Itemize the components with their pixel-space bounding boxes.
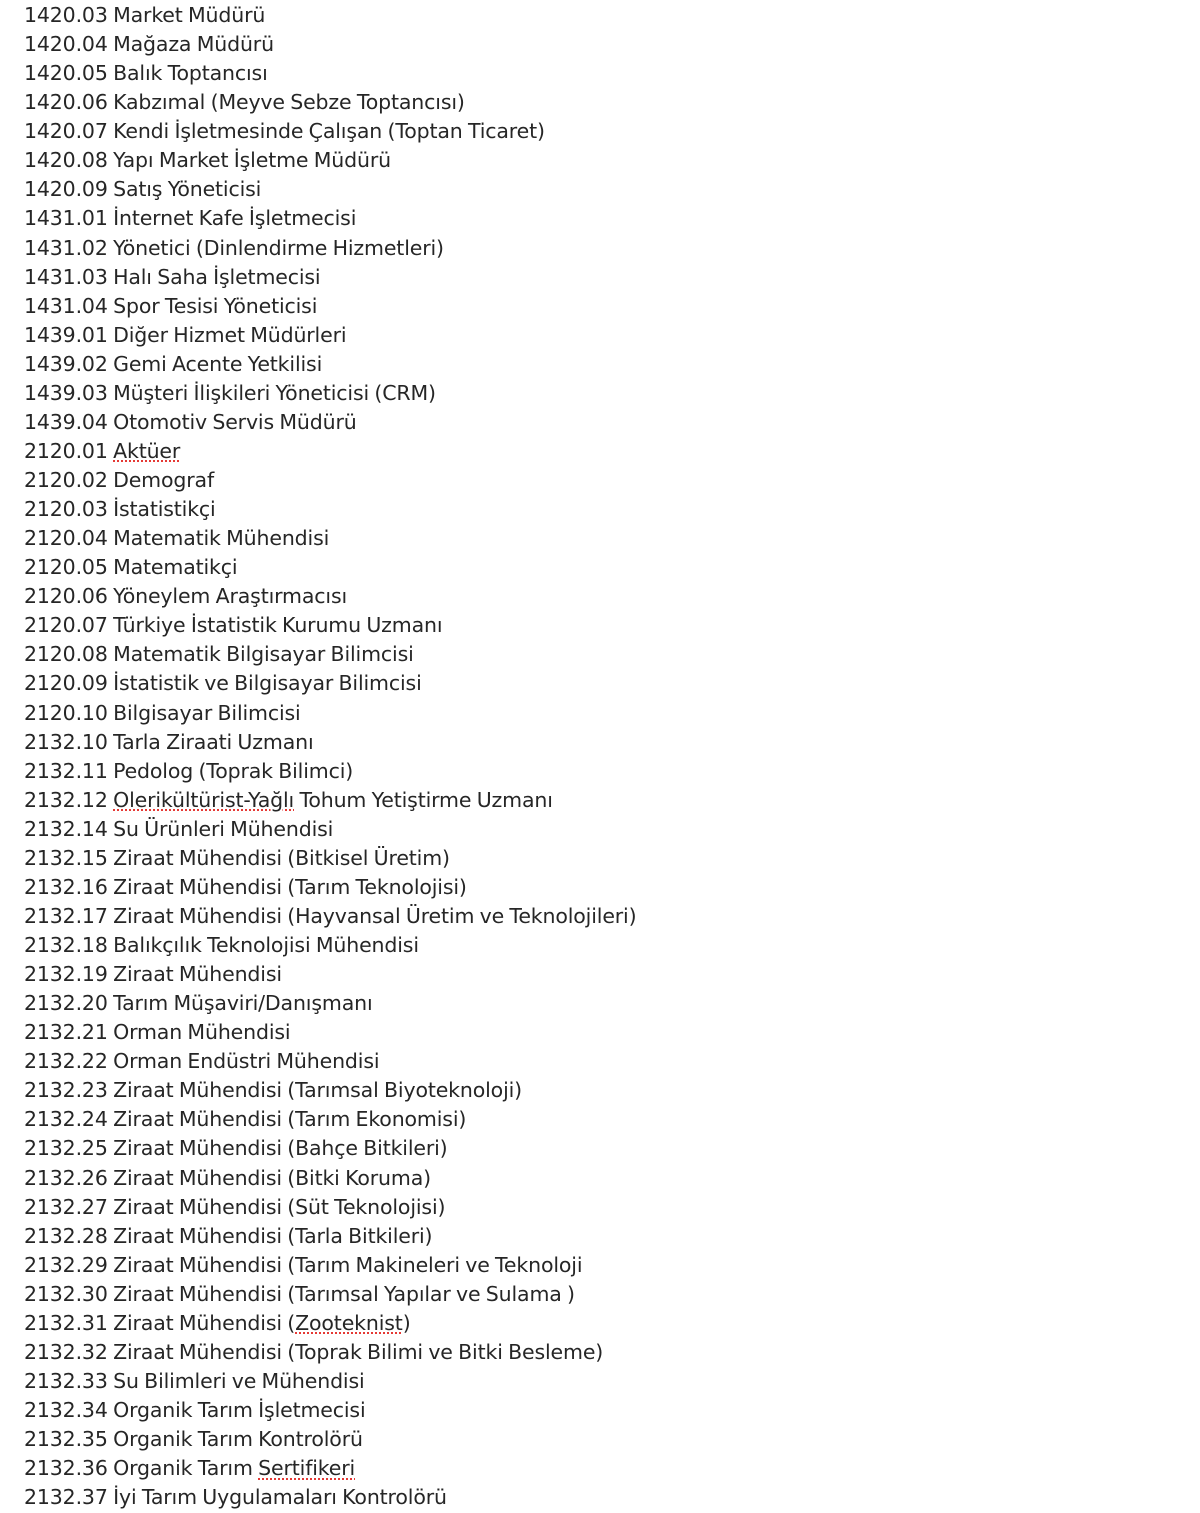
text-line: 2132.37 İyi Tarım Uygulamaları Kontrolörü <box>24 1485 447 1510</box>
text-line: 2132.29 Ziraat Mühendisi (Tarım Makineleri ve Teknoloji <box>24 1252 583 1277</box>
text-line: 2132.10 Tarla Ziraati Uzmanı <box>24 729 314 754</box>
text-line: 1420.04 Mağaza Müdürü <box>24 32 274 57</box>
text-line: 1431.02 Yönetici (Dinlendirme Hizmetleri) <box>24 235 444 260</box>
text-line: 2132.23 Ziraat Mühendisi (Tarımsal Biyoteknoloji) <box>24 1078 523 1103</box>
text-line: 2132.11 Pedolog (Toprak Bilimci) <box>24 758 354 783</box>
text-line: 2120.07 Türkiye İstatistik Kurumu Uzmanı <box>24 613 443 638</box>
text-line: 2132.12 Olerikültürist-Yağlı Tohum Yetiştirme Uzmanı <box>24 787 553 812</box>
text-line: 2120.09 İstatistik ve Bilgisayar Bilimcisi <box>24 671 422 696</box>
text-line: 2132.26 Ziraat Mühendisi (Bitki Koruma) <box>24 1165 431 1190</box>
text-line: 1431.03 Halı Saha İşletmecisi <box>24 264 321 289</box>
text-line: 2132.17 Ziraat Mühendisi (Hayvansal Üretim ve Teknolojileri) <box>24 903 637 928</box>
text-line: 2132.35 Organik Tarım Kontrolörü <box>24 1427 363 1452</box>
text-line: 1420.05 Balık Toptancısı <box>24 61 268 86</box>
text-line: 2132.22 Orman Endüstri Mühendisi <box>24 1049 380 1074</box>
text-line: 2120.10 Bilgisayar Bilimcisi <box>24 700 301 725</box>
text-line: 1420.09 Satış Yöneticisi <box>24 177 262 202</box>
document-text[interactable] <box>24 1 1184 1512</box>
spellcheck-flagged-word[interactable]: Aktüer <box>113 438 181 463</box>
text-line: 2120.01 Aktüer <box>24 438 181 463</box>
text-line: 2132.18 Balıkçılık Teknolojisi Mühendisi <box>24 933 419 957</box>
text-line: 2132.20 Tarım Müşaviri/Danışmanı <box>24 991 373 1016</box>
text-line: 2120.04 Matematik Mühendisi <box>24 526 330 551</box>
text-line: 1420.08 Yapı Market İşletme Müdürü <box>24 148 391 173</box>
text-line: 1431.04 Spor Tesisi Yöneticisi <box>24 293 318 318</box>
text-line: 2132.32 Ziraat Mühendisi (Toprak Bilimi ve Bitki Besleme) <box>24 1339 604 1364</box>
text-line: 2132.34 Organik Tarım İşletmecisi <box>24 1398 366 1422</box>
text-line: 1420.03 Market Müdürü <box>24 3 266 27</box>
text-line: 1431.01 İnternet Kafe İşletmecisi <box>24 206 357 231</box>
text-line: 1439.04 Otomotiv Servis Müdürü <box>24 409 357 434</box>
spellcheck-flagged-word[interactable]: Sertifikeri <box>258 1456 356 1481</box>
text-line: 2132.19 Ziraat Mühendisi <box>24 962 282 987</box>
text-line: 2120.02 Demograf <box>24 468 215 492</box>
text-line: 2132.27 Ziraat Mühendisi (Süt Teknolojisi) <box>24 1194 446 1219</box>
text-line: 2132.14 Su Ürünleri Mühendisi <box>24 816 334 841</box>
text-line: 1439.02 Gemi Acente Yetkilisi <box>24 351 323 376</box>
text-line: 2120.03 İstatistikçi <box>24 497 216 522</box>
spellcheck-flagged-word[interactable]: Olerikültürist-Yağlı <box>113 787 295 812</box>
text-line: 2132.21 Orman Mühendisi <box>24 1020 291 1045</box>
text-line: 2132.16 Ziraat Mühendisi (Tarım Teknolojisi) <box>24 874 467 899</box>
text-line: 2132.33 Su Bilimleri ve Mühendisi <box>24 1368 365 1393</box>
text-line: 1420.07 Kendi İşletmesinde Çalışan (Toptan Ticaret) <box>24 119 545 144</box>
text-line: 2132.24 Ziraat Mühendisi (Tarım Ekonomisi) <box>24 1107 467 1132</box>
spellcheck-flagged-word[interactable]: Zooteknist <box>295 1310 403 1335</box>
text-line: 2132.31 Ziraat Mühendisi (Zooteknist) <box>24 1310 411 1335</box>
text-line: 2120.06 Yöneylem Araştırmacısı <box>24 584 348 609</box>
text-line: 2132.28 Ziraat Mühendisi (Tarla Bitkileri) <box>24 1223 433 1248</box>
text-line: 1439.01 Diğer Hizmet Müdürleri <box>24 322 347 347</box>
text-line: 2132.15 Ziraat Mühendisi (Bitkisel Üretim) <box>24 845 450 870</box>
text-line: 2132.30 Ziraat Mühendisi (Tarımsal Yapılar ve Sulama ) <box>24 1281 575 1306</box>
text-line: 2120.08 Matematik Bilgisayar Bilimcisi <box>24 642 414 667</box>
text-line: 2132.36 Organik Tarım Sertifikeri <box>24 1456 356 1481</box>
text-line: 1420.06 Kabzımal (Meyve Sebze Toptancısı) <box>24 90 465 115</box>
text-line: 1439.03 Müşteri İlişkileri Yöneticisi (CRM) <box>24 380 436 405</box>
text-line: 2132.25 Ziraat Mühendisi (Bahçe Bitkileri) <box>24 1136 448 1161</box>
text-line: 2120.05 Matematikçi <box>24 555 238 580</box>
